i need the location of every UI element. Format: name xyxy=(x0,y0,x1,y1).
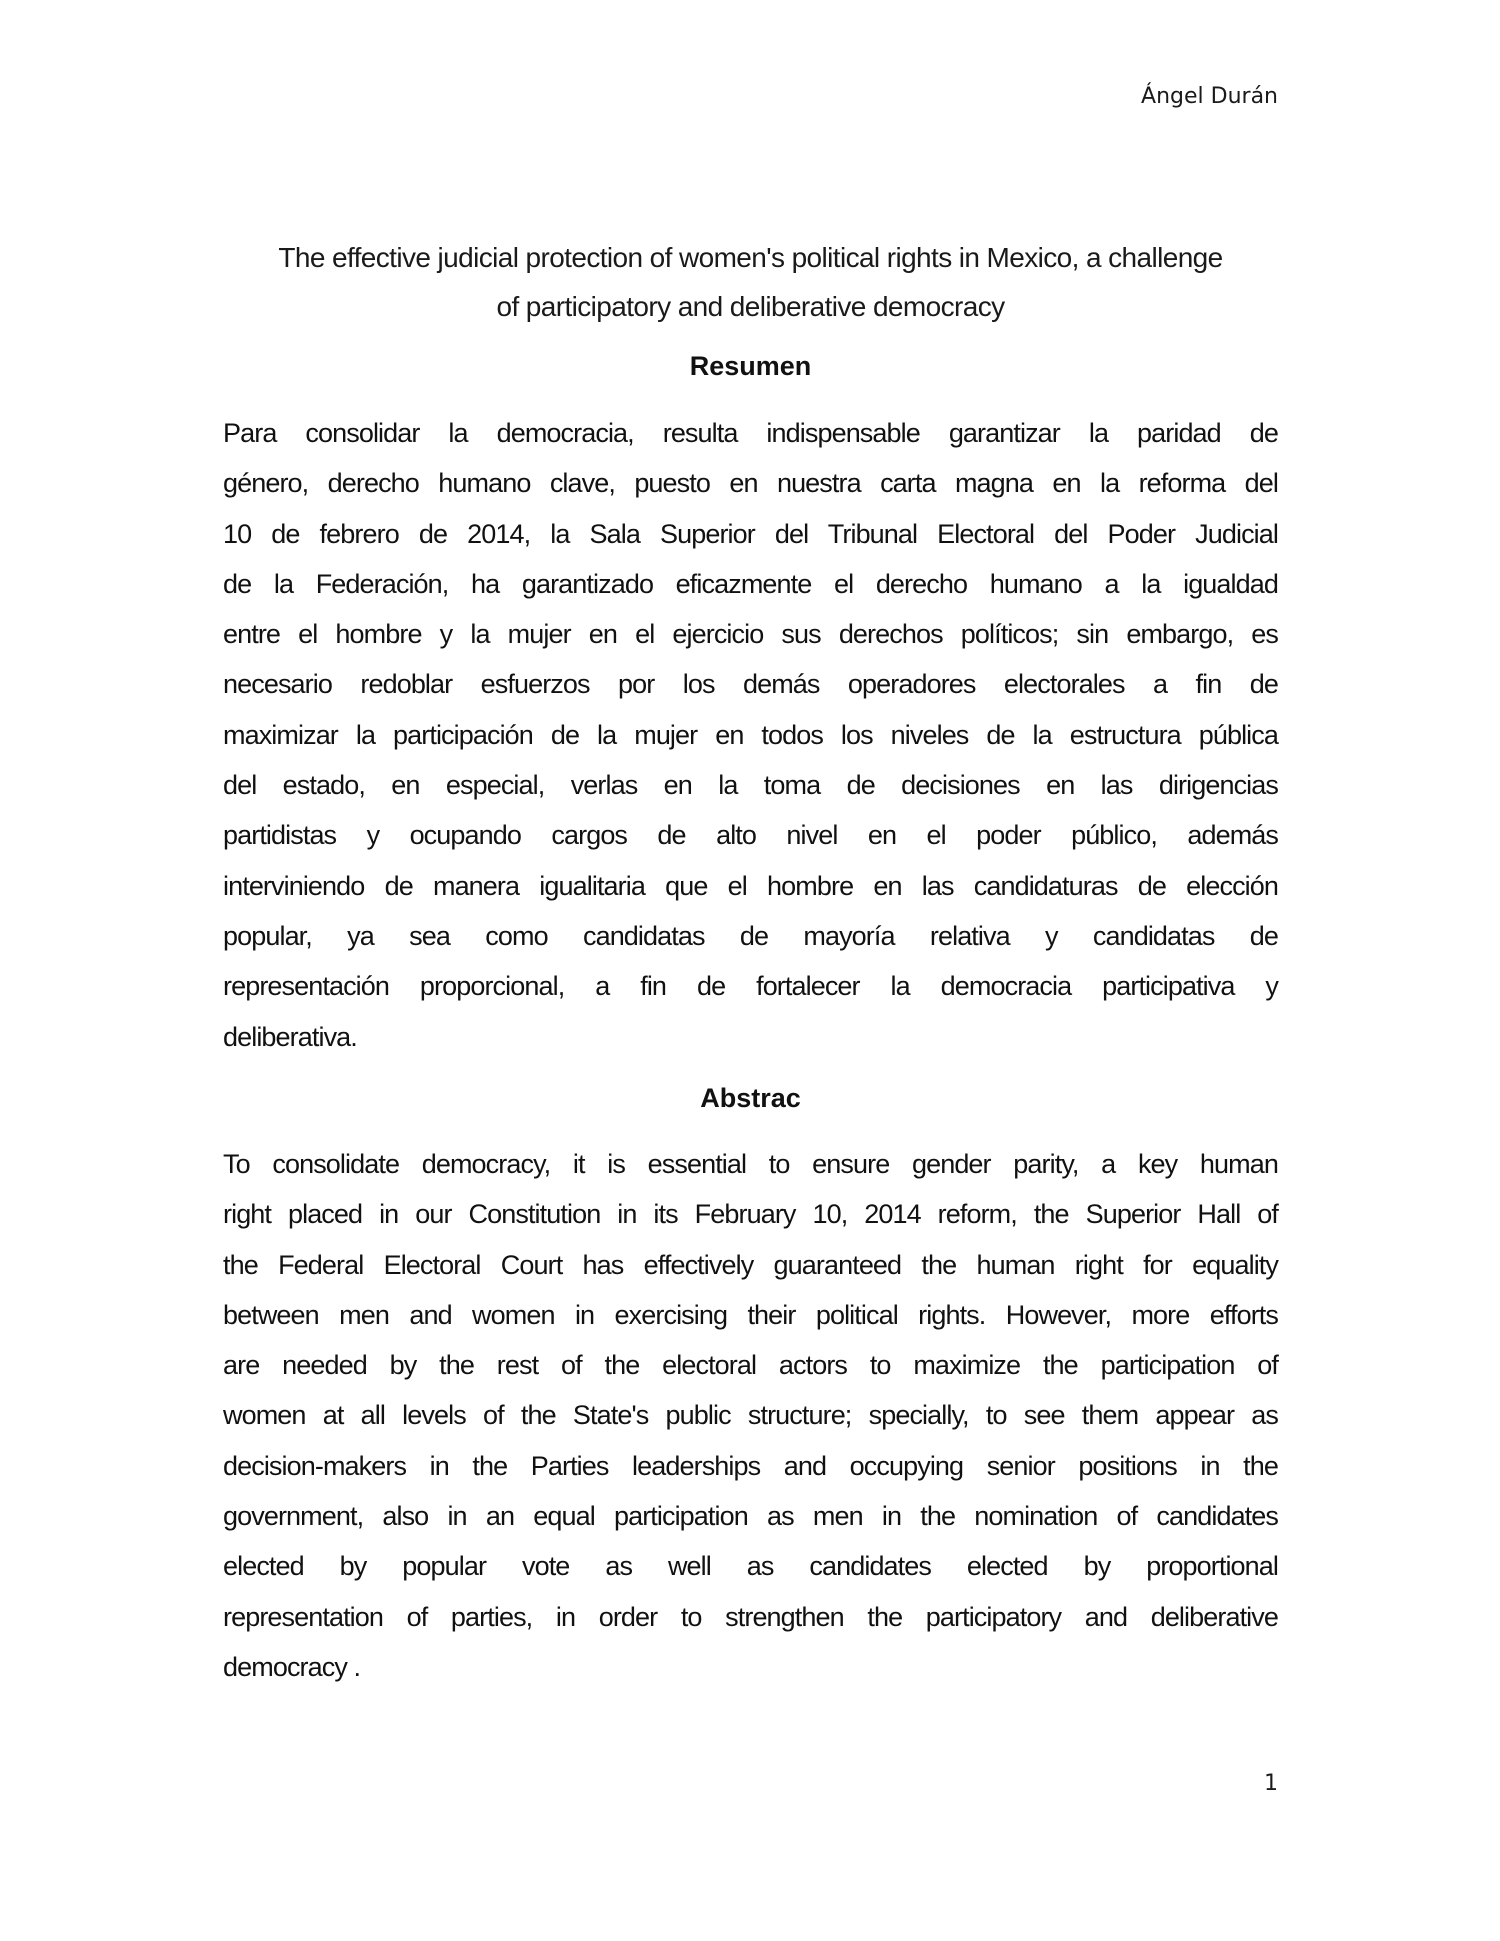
paragraph-line: democracy . xyxy=(223,1651,361,1682)
paragraph-line: women at all levels of the State's public structure; specially, to see them appear as xyxy=(223,1400,1278,1431)
paragraph-line: deliberativa. xyxy=(223,1021,357,1052)
resumen-heading: Resumen xyxy=(689,351,812,381)
paragraph-line: government, also in an equal participation as men in the nomination of candidates xyxy=(223,1501,1278,1532)
paragraph-line: elected by popular vote as well as candidates elected by proportional xyxy=(223,1551,1278,1582)
paragraph-line: popular, ya sea como candidatas de mayoría relativa y candidatas de xyxy=(223,920,1278,951)
paragraph-line: 10 de febrero de 2014, la Sala Superior del Tribunal Electoral del Poder Judicial xyxy=(223,518,1278,549)
abstract-heading: Abstrac xyxy=(700,1083,801,1113)
paragraph-line: interviniendo de manera igualitaria que el hombre en las candidaturas de elección xyxy=(223,870,1278,901)
abstract-paragraph xyxy=(223,1139,1278,1692)
title-line: The effective judicial protection of women's political rights in Mexico, a challenge xyxy=(278,242,1223,273)
paragraph-line: between men and women in exercising their political rights. However, more efforts xyxy=(223,1299,1278,1330)
page-number: 1 xyxy=(1264,1771,1278,1796)
header-author: Ángel Durán xyxy=(1141,84,1278,109)
paragraph-line: are needed by the rest of the electoral actors to maximize the participation of xyxy=(223,1350,1278,1381)
paragraph-line: entre el hombre y la mujer en el ejercicio sus derechos políticos; sin embargo, es xyxy=(223,619,1278,650)
paragraph-line: the Federal Electoral Court has effectively guaranteed the human right for equality xyxy=(223,1249,1278,1280)
paragraph-line: representation of parties, in order to strengthen the participatory and deliberative xyxy=(223,1601,1278,1632)
paragraph-line: representación proporcional, a fin de fortalecer la democracia participativa y xyxy=(223,971,1278,1002)
title-line: of participatory and deliberative democracy xyxy=(496,291,1005,322)
paragraph-line: del estado, en especial, verlas en la toma de decisiones en las dirigencias xyxy=(223,770,1278,801)
resumen-paragraph xyxy=(223,408,1278,1062)
paragraph-line: decision-makers in the Parties leaderships and occupying senior positions in the xyxy=(223,1450,1278,1481)
paragraph-line: maximizar la participación de la mujer en todos los niveles de la estructura pública xyxy=(223,719,1278,750)
paragraph-line: Para consolidar la democracia, resulta indispensable garantizar la paridad de xyxy=(223,418,1278,448)
document-title xyxy=(223,233,1278,331)
paragraph-line: necesario redoblar esfuerzos por los demás operadores electorales a fin de xyxy=(223,669,1278,700)
paragraph-line: de la Federación, ha garantizado eficazmente el derecho humano a la igualdad xyxy=(223,568,1278,599)
paragraph-line: To consolidate democracy, it is essential to ensure gender parity, a key human xyxy=(223,1149,1278,1179)
paragraph-line: partidistas y ocupando cargos de alto nivel en el poder público, además xyxy=(223,820,1278,851)
paragraph-line: right placed in our Constitution in its February 10, 2014 reform, the Superior Hall of xyxy=(223,1199,1278,1230)
paragraph-line: género, derecho humano clave, puesto en nuestra carta magna en la reforma del xyxy=(223,468,1278,499)
